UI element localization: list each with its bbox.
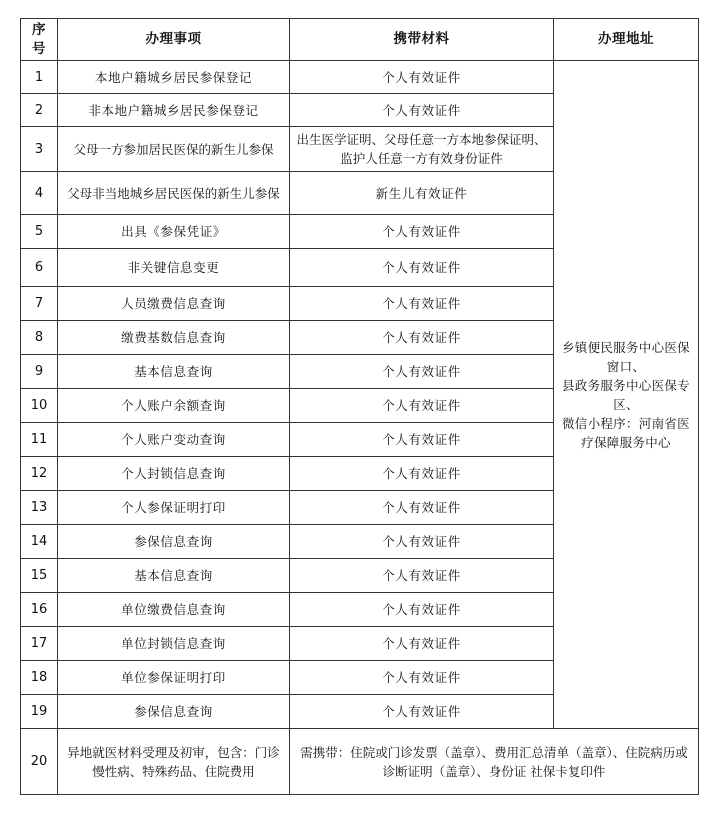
row-item: 人员缴费信息查询: [58, 287, 290, 321]
row-materials: 新生儿有效证件: [290, 172, 554, 215]
row-num: 20: [21, 729, 58, 795]
row-materials: 需携带：住院或门诊发票（盖章）、费用汇总清单（盖章）、住院病历或诊断证明（盖章）、身份证 社保卡复印件: [290, 729, 699, 795]
row-materials: 个人有效证件: [290, 423, 554, 457]
row-item: 非关键信息变更: [58, 249, 290, 287]
row-item: 参保信息查询: [58, 525, 290, 559]
row-num: 13: [21, 491, 58, 525]
row-num: 14: [21, 525, 58, 559]
row-num: 15: [21, 559, 58, 593]
row-num: 5: [21, 215, 58, 249]
address-line-3: 微信小程序：河南省医疗保障服务中心: [561, 415, 690, 450]
row-materials: 个人有效证件: [290, 215, 554, 249]
row-num: 2: [21, 94, 58, 127]
row-materials: 个人有效证件: [290, 525, 554, 559]
header-address: 办理地址: [554, 19, 699, 61]
row-item: 异地就医材料受理及初审，包含：门诊慢性病、特殊药品、住院费用: [58, 729, 290, 795]
address-line-1: 乡镇便民服务中心医保窗口、: [561, 339, 690, 374]
row-num: 4: [21, 172, 58, 215]
row-item: 单位参保证明打印: [58, 661, 290, 695]
row-materials: 个人有效证件: [290, 389, 554, 423]
row-materials: 个人有效证件: [290, 661, 554, 695]
row-materials: 个人有效证件: [290, 593, 554, 627]
row-materials: 个人有效证件: [290, 321, 554, 355]
row-num: 8: [21, 321, 58, 355]
table-row-last: [21, 729, 699, 795]
row-materials: 个人有效证件: [290, 94, 554, 127]
row-materials: 个人有效证件: [290, 491, 554, 525]
row-item: 个人账户余额查询: [58, 389, 290, 423]
row-materials: 个人有效证件: [290, 287, 554, 321]
row-item: 单位封锁信息查询: [58, 627, 290, 661]
row-item: 非本地户籍城乡居民参保登记: [58, 94, 290, 127]
row-materials: 个人有效证件: [290, 61, 554, 94]
row-item: 个人账户变动查询: [58, 423, 290, 457]
row-num: 12: [21, 457, 58, 491]
row-materials: 个人有效证件: [290, 627, 554, 661]
row-item: 基本信息查询: [58, 559, 290, 593]
row-num: 1: [21, 61, 58, 94]
row-item: 基本信息查询: [58, 355, 290, 389]
row-item: 本地户籍城乡居民参保登记: [58, 61, 290, 94]
row-item: 个人参保证明打印: [58, 491, 290, 525]
row-materials: 个人有效证件: [290, 559, 554, 593]
row-materials: 个人有效证件: [290, 249, 554, 287]
row-item: 单位缴费信息查询: [58, 593, 290, 627]
row-item: 父母非当地城乡居民医保的新生儿参保: [58, 172, 290, 215]
row-materials: 出生医学证明、父母任意一方本地参保证明、监护人任意一方有效身份证件: [290, 127, 554, 172]
row-item: 出具《参保凭证》: [58, 215, 290, 249]
service-table: [20, 18, 699, 795]
row-materials: 个人有效证件: [290, 457, 554, 491]
address-line-2: 县政务服务中心医保专区、: [561, 377, 690, 412]
row-num: 19: [21, 695, 58, 729]
row-num: 9: [21, 355, 58, 389]
row-materials: 个人有效证件: [290, 695, 554, 729]
row-num: 16: [21, 593, 58, 627]
row-item: 缴费基数信息查询: [58, 321, 290, 355]
row-num: 11: [21, 423, 58, 457]
row-item: 父母一方参加居民医保的新生儿参保: [58, 127, 290, 172]
row-num: 10: [21, 389, 58, 423]
header-row: [21, 19, 699, 61]
row-num: 17: [21, 627, 58, 661]
row-materials: 个人有效证件: [290, 355, 554, 389]
header-materials: 携带材料: [290, 19, 554, 61]
row-num: 7: [21, 287, 58, 321]
address-cell: [554, 61, 699, 729]
document-page: [20, 18, 698, 795]
header-num: 序号: [21, 19, 58, 61]
row-num: 6: [21, 249, 58, 287]
row-num: 18: [21, 661, 58, 695]
row-item: 参保信息查询: [58, 695, 290, 729]
table-row: [21, 61, 699, 94]
row-num: 3: [21, 127, 58, 172]
row-item: 个人封锁信息查询: [58, 457, 290, 491]
header-item: 办理事项: [58, 19, 290, 61]
